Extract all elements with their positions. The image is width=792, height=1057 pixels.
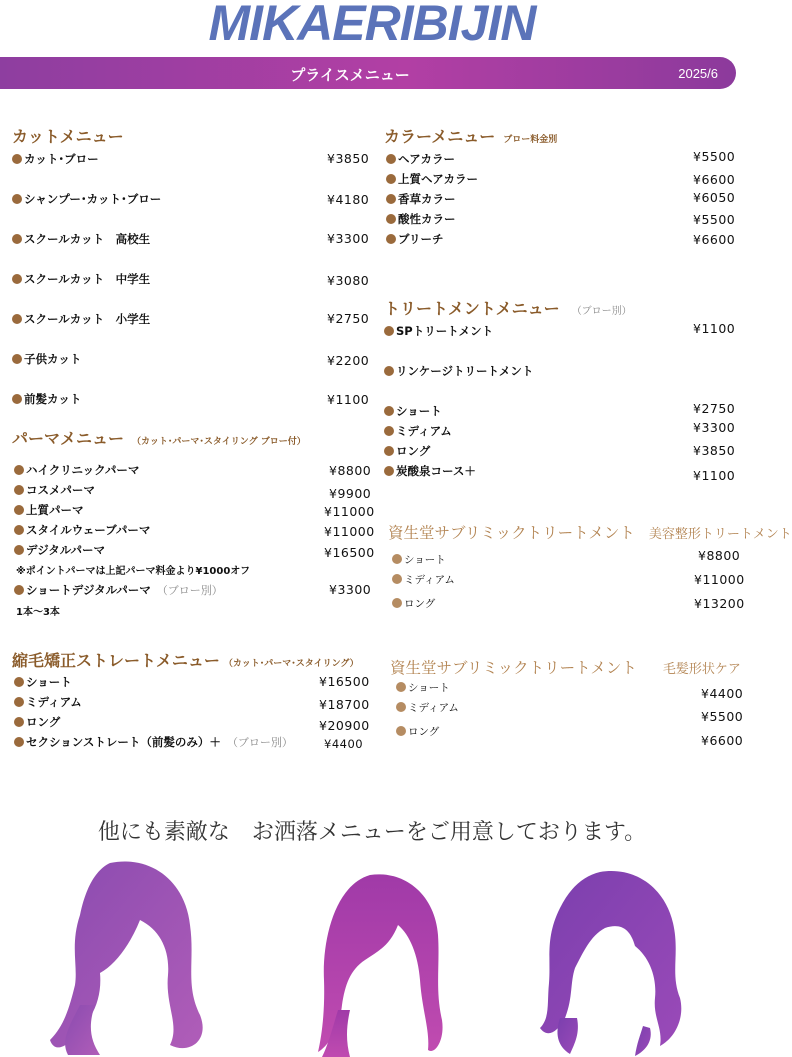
- color-menu-note: ブロー料金別: [503, 135, 558, 145]
- bullet-icon: [396, 702, 406, 712]
- list-item: ロング: [14, 714, 60, 730]
- list-item: リンケージトリートメント: [384, 363, 533, 379]
- bullet-icon: [14, 737, 24, 747]
- shiseido-care-title: 資生堂サブリミックトリートメント 毛髪形状ケア: [390, 659, 741, 677]
- list-item: コスメパーマ: [14, 482, 95, 498]
- price: ¥9900: [329, 486, 372, 501]
- bullet-icon: [396, 726, 406, 736]
- bullet-icon: [14, 545, 24, 555]
- bullet-icon: [14, 465, 24, 475]
- list-item: ハイクリニックパーマ: [14, 462, 139, 478]
- price: ¥13200: [694, 596, 745, 611]
- price: ¥1100: [327, 392, 370, 407]
- list-item: スクールカット 高校生: [12, 231, 150, 247]
- list-item: 酸性カラー: [386, 211, 456, 227]
- shiseido-care-subtitle: 毛髪形状ケア: [662, 662, 741, 677]
- count-note: 1本～3本: [16, 607, 60, 618]
- cut-menu-title: カットメニュー: [12, 127, 124, 146]
- bullet-icon: [386, 194, 396, 204]
- price: ¥16500: [319, 674, 370, 689]
- list-item: ブリーチ: [386, 231, 444, 247]
- hair-silhouette-icon-wavy: [40, 855, 210, 1057]
- point-perm-note: ※ポイントパーマは上記パーマ料金より¥1000オフ: [16, 566, 251, 577]
- list-item: SPトリートメント: [384, 323, 493, 339]
- price: ¥4180: [327, 192, 370, 207]
- list-item: ミディアム: [384, 423, 452, 439]
- bullet-icon: [14, 717, 24, 727]
- bullet-icon: [14, 525, 24, 535]
- bullet-icon: [386, 234, 396, 244]
- price: ¥8800: [698, 548, 741, 563]
- price: ¥6050: [693, 190, 736, 205]
- list-item: ロング: [384, 443, 430, 459]
- list-item: シャンプー･カット･ブロー: [12, 191, 161, 207]
- price: ¥16500: [324, 545, 375, 560]
- shiseido-treatment-title: 資生堂サブリミックトリートメント 美容整形トリートメント: [388, 524, 792, 542]
- price: ¥8800: [329, 463, 372, 478]
- list-item: スタイルウェーブパーマ: [14, 522, 150, 538]
- bullet-icon: [392, 574, 402, 584]
- list-item: ショート: [384, 403, 442, 419]
- price: ¥5500: [693, 212, 736, 227]
- list-item: ロング: [392, 596, 435, 611]
- bullet-icon: [14, 505, 24, 515]
- price: ¥6600: [701, 733, 744, 748]
- hair-silhouette-icon-curly: [535, 868, 685, 1057]
- list-item: 上質パーマ: [14, 502, 84, 518]
- list-item: スクールカット 小学生: [12, 311, 150, 327]
- bullet-icon: [384, 406, 394, 416]
- bullet-icon: [384, 466, 394, 476]
- price: ¥3850: [327, 151, 370, 166]
- bullet-icon: [392, 598, 402, 608]
- price: ¥4400: [701, 686, 744, 701]
- bullet-icon: [386, 154, 396, 164]
- price: ¥4400: [324, 737, 364, 751]
- bullet-icon: [12, 234, 22, 244]
- list-item: 上質ヘアカラー: [386, 171, 478, 187]
- list-item: ミディアム: [396, 700, 459, 715]
- hair-silhouette-icon-straight: [310, 870, 450, 1057]
- bullet-icon: [384, 366, 394, 376]
- list-item: ミディアム: [14, 694, 82, 710]
- bullet-icon: [12, 274, 22, 284]
- list-item: 前髪カット: [12, 391, 81, 407]
- price: ¥3300: [329, 582, 372, 597]
- treatment-menu-title: トリートメントメニュー （ブロー別）: [384, 299, 632, 318]
- color-menu-title: カラーメニュー ブロー料金別: [384, 127, 558, 146]
- price: ¥3080: [327, 273, 370, 288]
- list-item: デジタルパーマ: [14, 542, 105, 558]
- list-item: カット･ブロー: [12, 151, 99, 167]
- bullet-icon: [386, 214, 396, 224]
- bullet-icon: [12, 354, 22, 364]
- price: ¥5500: [701, 709, 744, 724]
- bullet-icon: [14, 585, 24, 595]
- price: ¥11000: [694, 572, 745, 587]
- list-item: ロング: [396, 724, 439, 739]
- menu-date: 2025/6: [678, 66, 718, 81]
- list-item: ショート: [14, 674, 72, 690]
- bullet-icon: [12, 154, 22, 164]
- list-item: ミディアム: [392, 572, 455, 587]
- perm-menu-title: パーマメニュー （カット･パーマ･スタイリング ブロー付）: [12, 429, 306, 448]
- brand-logo: MIKAERIBIJIN: [208, 0, 536, 51]
- straight-menu-title: 縮毛矯正ストレートメニュー （カット･パーマ･スタイリング）: [12, 651, 359, 670]
- bullet-icon: [14, 697, 24, 707]
- perm-menu-note: （カット･パーマ･スタイリング ブロー付）: [132, 437, 306, 447]
- price: ¥11000: [324, 524, 375, 539]
- bullet-icon: [384, 426, 394, 436]
- bullet-icon: [12, 194, 22, 204]
- list-item: 子供カット: [12, 351, 81, 367]
- price: ¥5500: [693, 149, 736, 164]
- price: ¥2750: [327, 311, 370, 326]
- bullet-icon: [14, 485, 24, 495]
- price: ¥1100: [693, 321, 736, 336]
- price: ¥3850: [693, 443, 736, 458]
- price: ¥2750: [693, 401, 736, 416]
- list-item: スクールカット 中学生: [12, 271, 150, 287]
- price: ¥1100: [693, 468, 736, 483]
- price: ¥11000: [324, 504, 375, 519]
- bullet-icon: [396, 682, 406, 692]
- price: ¥3300: [693, 420, 736, 435]
- bullet-icon: [14, 677, 24, 687]
- bullet-icon: [384, 446, 394, 456]
- bullet-icon: [392, 554, 402, 564]
- page-title: プライスメニュー: [290, 66, 410, 84]
- treatment-menu-note: （ブロー別）: [571, 306, 632, 317]
- price: ¥2200: [327, 353, 370, 368]
- price: ¥6600: [693, 232, 736, 247]
- price: ¥18700: [319, 697, 370, 712]
- price: ¥6600: [693, 172, 736, 187]
- list-item: ショートデジタルパーマ （ブロー別）: [14, 582, 223, 598]
- shiseido-treatment-subtitle: 美容整形トリートメント: [648, 527, 792, 542]
- list-item: ヘアカラー: [386, 151, 455, 167]
- bullet-icon: [386, 174, 396, 184]
- list-item: ショート: [396, 680, 450, 695]
- footer-message: 他にも素敵な お洒落メニューをご用意しております。: [97, 820, 647, 845]
- price: ¥3300: [327, 231, 370, 246]
- bullet-icon: [12, 314, 22, 324]
- bullet-icon: [384, 326, 394, 336]
- bullet-icon: [12, 394, 22, 404]
- straight-menu-note: （カット･パーマ･スタイリング）: [223, 659, 359, 669]
- price: ¥20900: [319, 718, 370, 733]
- list-item: ショート: [392, 552, 446, 567]
- list-item: セクションストレート（前髪のみ）＋ （ブロー別）: [14, 734, 293, 750]
- list-item: 炭酸泉コース＋: [384, 463, 476, 479]
- list-item: 香草カラー: [386, 191, 456, 207]
